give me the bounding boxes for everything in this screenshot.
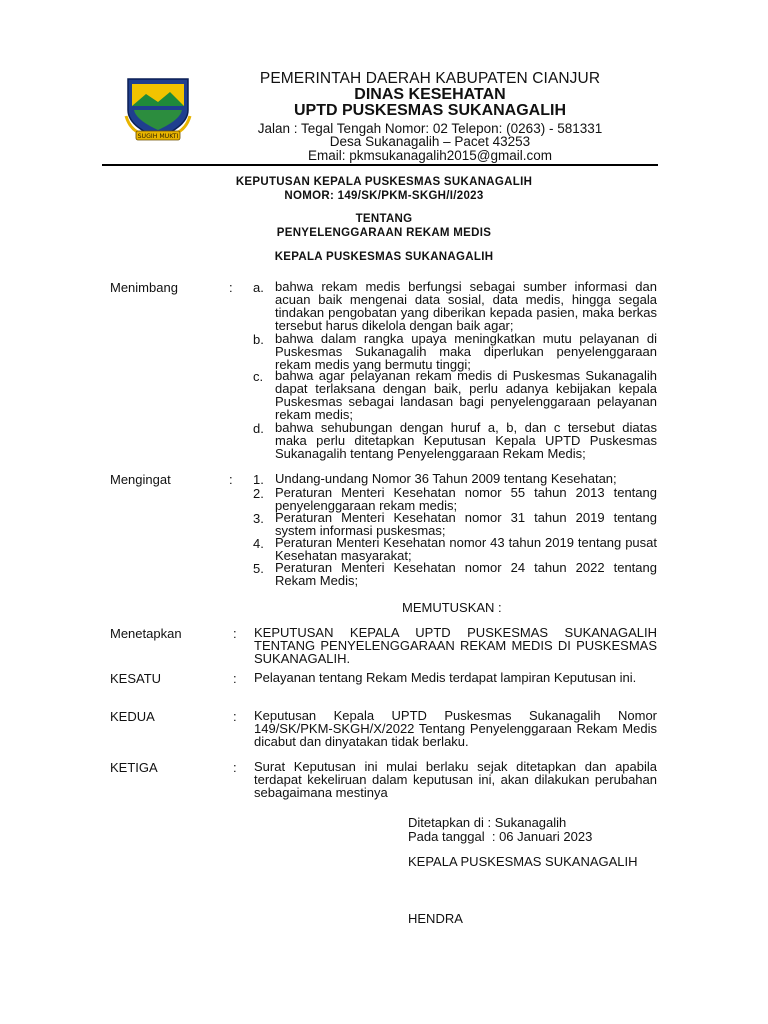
menimbang-item-b: bahwa dalam rangka upaya meningkatkan mutu pelayanan di Puskesmas Sukanagalih maka diperlukan penyelenggaraan rekam medis yang bermutu tinggi; bbox=[275, 331, 657, 372]
kedua-label: KEDUA bbox=[110, 709, 155, 724]
ketiga-colon: : bbox=[233, 760, 237, 775]
decree-tentang: TENTANG bbox=[355, 213, 413, 225]
decree-subject: PENYELENGGARAAN REKAM MEDIS bbox=[276, 227, 492, 239]
memutuskan-heading: MEMUTUSKAN : bbox=[402, 600, 502, 615]
logo-motto: SUGIH MUKTI bbox=[137, 133, 179, 140]
menimbang-label: Menimbang bbox=[110, 280, 178, 295]
menimbang-marker-c: c. bbox=[253, 369, 264, 384]
decree-title: KEPUTUSAN KEPALA PUSKESMAS SUKANAGALIH bbox=[235, 176, 533, 188]
menimbang-marker-d: d. bbox=[253, 421, 264, 436]
kesatu-colon: : bbox=[233, 671, 237, 686]
ketiga-label: KETIGA bbox=[110, 760, 158, 775]
kesatu-label: KESATU bbox=[110, 671, 162, 686]
kesatu-text: Pelayanan tentang Rekam Medis terdapat lampiran Keputusan ini. bbox=[254, 670, 637, 685]
menimbang-marker-b: b. bbox=[253, 332, 264, 347]
signature-place: Ditetapkan di : Sukanagalih bbox=[408, 815, 567, 830]
signature-position: KEPALA PUSKESMAS SUKANAGALIH bbox=[408, 854, 638, 869]
menimbang-item-d: bahwa sehubungan dengan huruf a, b, dan c tersebut diatas maka perlu ditetapkan Keputusan Kepala UPTD Puskesmas Sukanagalih tentang Penyelenggaraan Rekam Medis; bbox=[275, 420, 657, 461]
mengingat-label: Mengingat bbox=[110, 472, 171, 487]
decree-issuer: KEPALA PUSKESMAS SUKANAGALIH bbox=[274, 251, 494, 263]
mengingat-item-5: Peraturan Menteri Kesehatan nomor 24 tahun 2022 tentang Rekam Medis; bbox=[275, 560, 657, 588]
menetapkan-colon: : bbox=[233, 626, 237, 641]
mengingat-marker-3: 3. bbox=[253, 511, 264, 526]
mengingat-item-3: Peraturan Menteri Kesehatan nomor 31 tahun 2019 tentang system informasi puskesmas; bbox=[275, 510, 657, 538]
email-line: Email: pkmsukanagalih2015@gmail.com bbox=[307, 148, 553, 163]
mengingat-colon: : bbox=[229, 472, 233, 487]
signature-date: Pada tanggal : 06 Januari 2023 bbox=[408, 829, 593, 844]
signature-name: HENDRA bbox=[408, 911, 463, 926]
menimbang-item-a: bahwa rekam medis berfungsi sebagai sumber informasi dan acuan baik mengenai data sosial, data medis, hingga segala tindakan pengobatan yang diberikan kepada pasien, maka berkas tersebut harus dikelola dengan baik agar; bbox=[275, 279, 657, 333]
institution-name: UPTD PUSKESMAS SUKANAGALIH bbox=[293, 102, 566, 119]
village-line: Desa Sukanagalih – Pacet 43253 bbox=[329, 134, 531, 149]
menimbang-item-c: bahwa agar pelayanan rekam medis di Puskesmas Sukanagalih dapat terlaksana dengan baik, perlu adanya kebijakan kepala Puskesmas sebagai landasan bagi penyelenggaraan pelayanan rekam medis; bbox=[275, 368, 657, 422]
menetapkan-label: Menetapkan bbox=[110, 626, 182, 641]
letterhead-divider bbox=[102, 164, 658, 166]
menimbang-colon: : bbox=[229, 280, 233, 295]
department-name: DINAS KESEHATAN bbox=[354, 86, 506, 103]
kedua-text: Keputusan Kepala UPTD Puskesmas Sukanagalih Nomor 149/SK/PKM-SKGH/X/2022 Tentang Penyelenggaraan Rekam Medis dicabut dan dinyatakan tidak berlaku. bbox=[254, 708, 657, 749]
mengingat-item-2: Peraturan Menteri Kesehatan nomor 55 tahun 2013 tentang penyelenggaraan rekam medis; bbox=[275, 485, 657, 513]
government-name: PEMERINTAH DAERAH KABUPATEN CIANJUR bbox=[259, 70, 601, 87]
mengingat-marker-4: 4. bbox=[253, 536, 264, 551]
mengingat-item-4: Peraturan Menteri Kesehatan nomor 43 tahun 2019 tentang pusat Kesehatan masyarakat; bbox=[275, 535, 657, 563]
mengingat-marker-2: 2. bbox=[253, 486, 264, 501]
cianjur-regency-emblem bbox=[122, 76, 194, 142]
mengingat-item-1: Undang-undang Nomor 36 Tahun 2009 tentang Kesehatan; bbox=[275, 471, 617, 486]
mengingat-marker-1: 1. bbox=[253, 472, 264, 487]
ketiga-text: Surat Keputusan ini mulai berlaku sejak ditetapkan dan apabila terdapat kekeliruan dalam keputusan ini, akan dilakukan perubahan sebagaimana mestinya bbox=[254, 759, 657, 800]
kedua-colon: : bbox=[233, 709, 237, 724]
decree-number: NOMOR: 149/SK/PKM-SKGH/I/2023 bbox=[284, 190, 484, 202]
address-line: Jalan : Tegal Tengah Nomor: 02 Telepon: (0263) - 581331 bbox=[257, 121, 603, 136]
menetapkan-text: KEPUTUSAN KEPALA UPTD PUSKESMAS SUKANAGALIH TENTANG PENYELENGGARAAN REKAM MEDIS DI PUSKESMAS SUKANAGALIH. bbox=[254, 625, 657, 666]
menimbang-marker-a: a. bbox=[253, 280, 264, 295]
mengingat-marker-5: 5. bbox=[253, 561, 264, 576]
